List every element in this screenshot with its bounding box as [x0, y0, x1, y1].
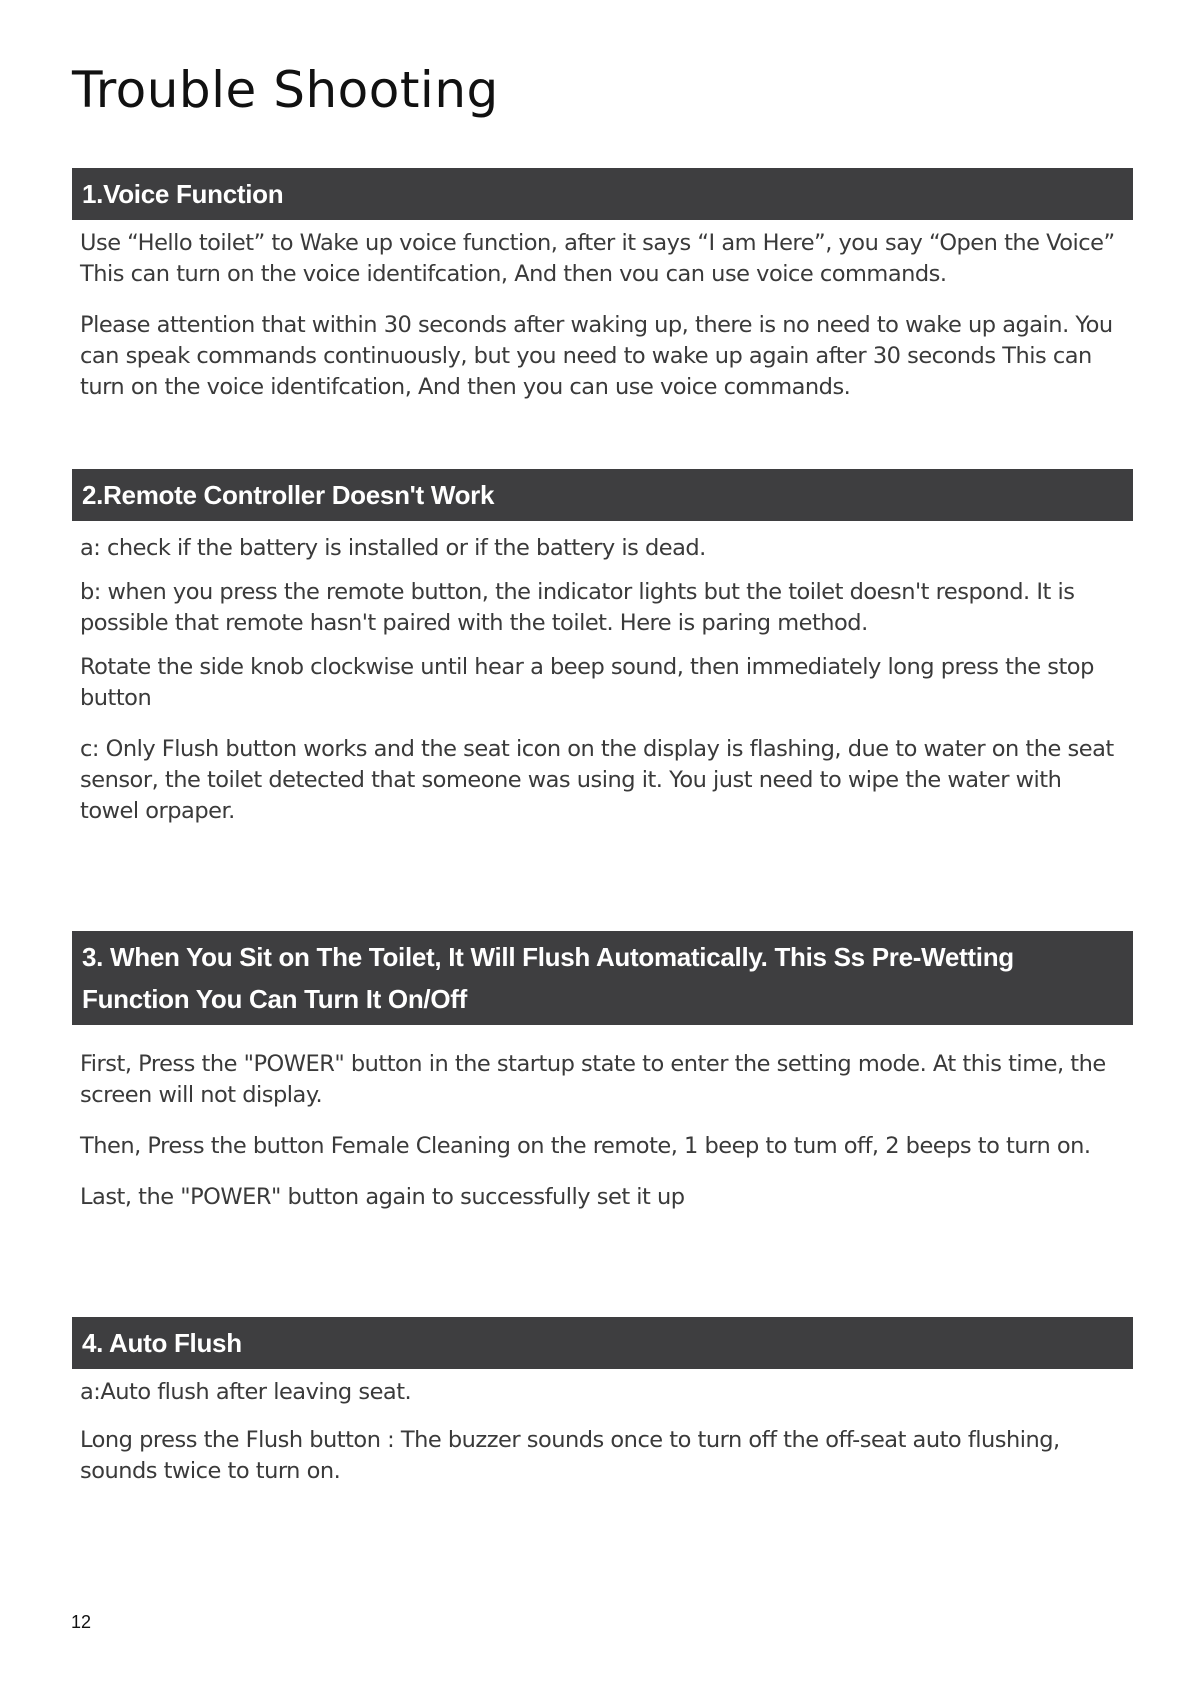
paragraph: b: when you press the remote button, the indicator lights but the toilet doesn't respond. It is possible that remote hasn't paired with the toilet. Here is paring method. [80, 579, 1075, 636]
paragraph: c: Only Flush button works and the seat icon on the display is flashing, due to water on the seat sensor, the toilet detected that someone was using it. You just need to wipe the water with towel orpaper. [80, 736, 1114, 824]
section-body [72, 521, 1133, 827]
paragraph: Please attention that within 30 seconds after waking up, there is no need to wake up again. You can speak commands continuously, but you need to wake up again after 30 seconds This can turn on the voice identifcation, And then you can use voice commands. [80, 312, 1113, 400]
section-auto-flush [72, 1317, 1133, 1487]
section-remote-controller [72, 469, 1133, 827]
paragraph: Then, Press the button Female Cleaning on the remote, 1 beep to tum off, 2 beeps to turn on. [80, 1133, 1091, 1159]
section-header: 4. Auto Flush [72, 1317, 1133, 1369]
paragraph: First, Press the "POWER" button in the startup state to enter the setting mode. At this time, the screen will not display. [80, 1051, 1106, 1108]
section-header: 2.Remote Controller Doesn't Work [72, 469, 1133, 521]
section-voice-function [72, 168, 1133, 403]
paragraph: Long press the Flush button : The buzzer sounds once to turn off the off-seat auto flushing, sounds twice to turn on. [80, 1427, 1060, 1484]
section-body [72, 1025, 1133, 1213]
paragraph: a:Auto flush after leaving seat. [80, 1379, 412, 1405]
page-title: Trouble Shooting [72, 61, 499, 119]
section-body [72, 1369, 1133, 1487]
paragraph: Rotate the side knob clockwise until hear a beep sound, then immediately long press the stop button [80, 654, 1094, 711]
paragraph: a: check if the battery is installed or if the battery is dead. [80, 535, 706, 561]
paragraph: Last, the "POWER" button again to successfully set it up [80, 1184, 685, 1210]
section-body [72, 220, 1133, 403]
page-number: 12 [71, 1612, 92, 1632]
section-header: 1.Voice Function [72, 168, 1133, 220]
section-header: 3. When You Sit on The Toilet, It Will Flush Automatically. This Ss Pre-Wetting Function You Can Turn It On/Off [72, 931, 1133, 1025]
section-auto-flush-on-sit [72, 931, 1133, 1213]
paragraph: Use “Hello toilet” to Wake up voice function, after it says “I am Here”, you say “Open the Voice” This can turn on the voice identifcation, And then vou can use voice commands. [80, 230, 1115, 287]
